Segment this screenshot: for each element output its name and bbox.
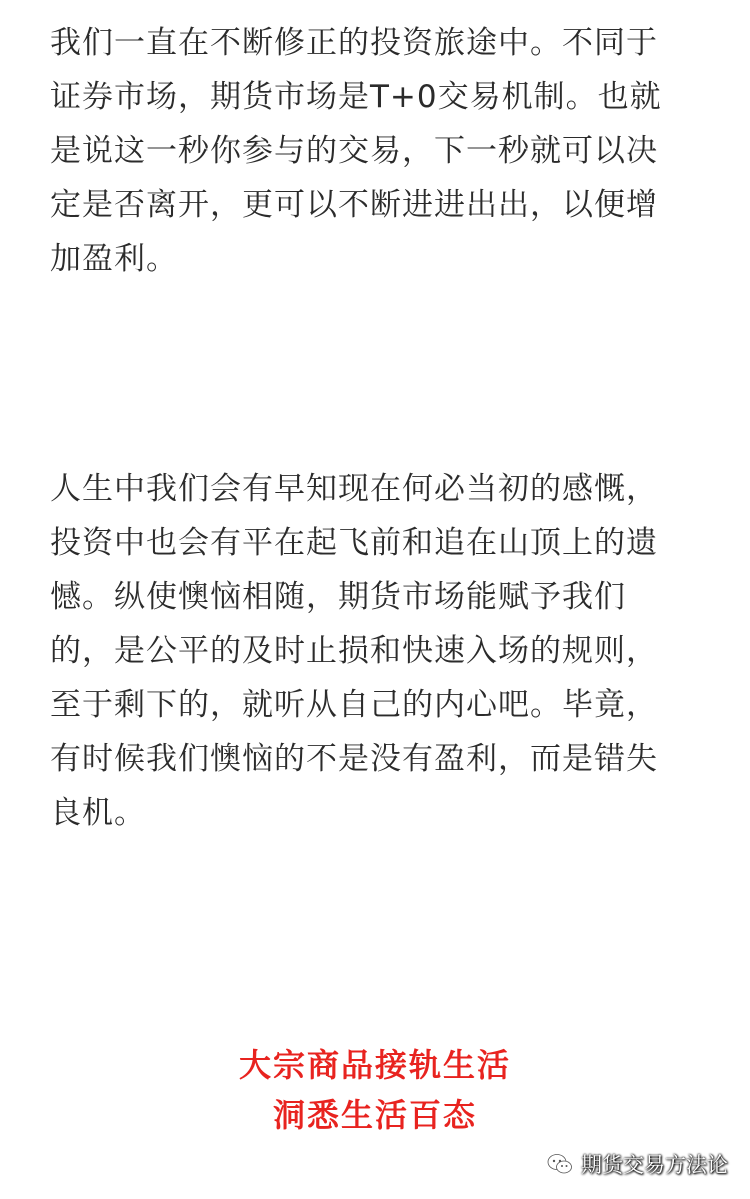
text-line: 人生中我们会有早知现在何必当初的感慨， [50,471,658,507]
paragraph-2 [50,462,710,840]
watermark [547,1148,728,1180]
text-line: 憾。纵使懊恼相随，期货市场能赋予我们 [50,579,626,615]
text-line: 良机。 [50,795,146,831]
slogan-line-1: 大宗商品接轨生活 [238,1046,511,1084]
wechat-icon [547,1153,573,1175]
text-line: 我们一直在不断修正的投资旅途中。不同于 [50,25,658,61]
watermark-text: 期货交易方法论 [581,1153,728,1177]
text-line: 的，是公平的及时止损和快速入场的规则， [50,633,658,669]
text-line: 投资中也会有平在起飞前和追在山顶上的遗 [50,525,658,561]
text-line: 至于剩下的，就听从自己的内心吧。毕竟， [50,687,658,723]
text-line: 加盈利。 [50,241,178,277]
slogan-line-2: 洞悉生活百态 [272,1096,477,1134]
paragraph-1 [50,16,710,286]
text-line: 证券市场，期货市场是T+0交易机制。也就 [50,79,662,115]
slogan [0,1040,750,1140]
text-line: 有时候我们懊恼的不是没有盈利，而是错失 [50,741,658,777]
text-line: 是说这一秒你参与的交易，下一秒就可以决 [50,133,658,169]
text-line: 定是否离开，更可以不断进进出出，以便增 [50,187,658,223]
